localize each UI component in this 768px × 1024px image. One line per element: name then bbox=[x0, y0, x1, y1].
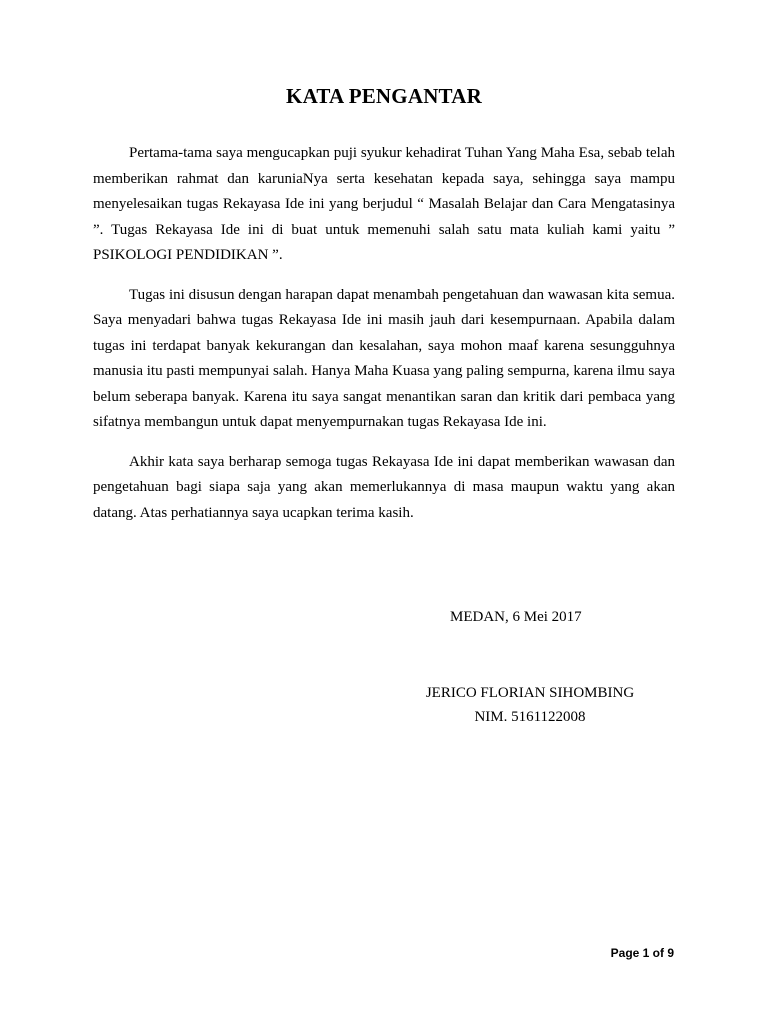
signature-place-date: MEDAN, 6 Mei 2017 bbox=[450, 609, 582, 625]
document-body bbox=[93, 141, 675, 540]
paragraph-3: Akhir kata saya berharap semoga tugas Rekayasa Ide ini dapat memberikan wawasan dan pengetahuan bagi siapa saja yang akan memerlukannya di masa maupun waktu yang akan datang. Atas perhatiannya saya ucapkan terima kasih. bbox=[93, 453, 675, 521]
signature-name: JERICO FLORIAN SIHOMBING bbox=[425, 685, 635, 701]
page-number: Page 1 of 9 bbox=[610, 946, 674, 960]
page-title: KATA PENGANTAR bbox=[286, 84, 482, 108]
signature-nim: NIM. 5161122008 bbox=[474, 709, 586, 725]
paragraph-2: Tugas ini disusun dengan harapan dapat menambah pengetahuan dan wawasan kita semua. Saya menyadari bahwa tugas Rekayasa Ide ini masih jauh dari kesempurnaan. Apabila dalam tugas ini terdapat banyak kekurangan dan kesalahan, saya mohon maaf karena sesungguhnya manusia itu pasti mempunyai salah. Hanya Maha Kuasa yang paling sempurna, karena ilmu saya belum seberapa banyak. Karena itu saya sangat menantikan saran dan kritik dari pembaca yang sifatnya membangun untuk dapat menyempurnakan tugas Rekayasa Ide ini. bbox=[93, 286, 675, 430]
paragraph-1: Pertama-tama saya mengucapkan puji syukur kehadirat Tuhan Yang Maha Esa, sebab telah memberikan rahmat dan karuniaNya serta kesehatan kepada saya, sehingga saya mampu menyelesaikan tugas Rekayasa Ide ini yang berjudul “ Masalah Belajar dan Cara Mengatasinya ”. Tugas Rekayasa Ide ini di buat untuk memenuhi salah satu mata kuliah kami yaitu ” PSIKOLOGI PENDIDIKAN ”. bbox=[93, 145, 675, 263]
